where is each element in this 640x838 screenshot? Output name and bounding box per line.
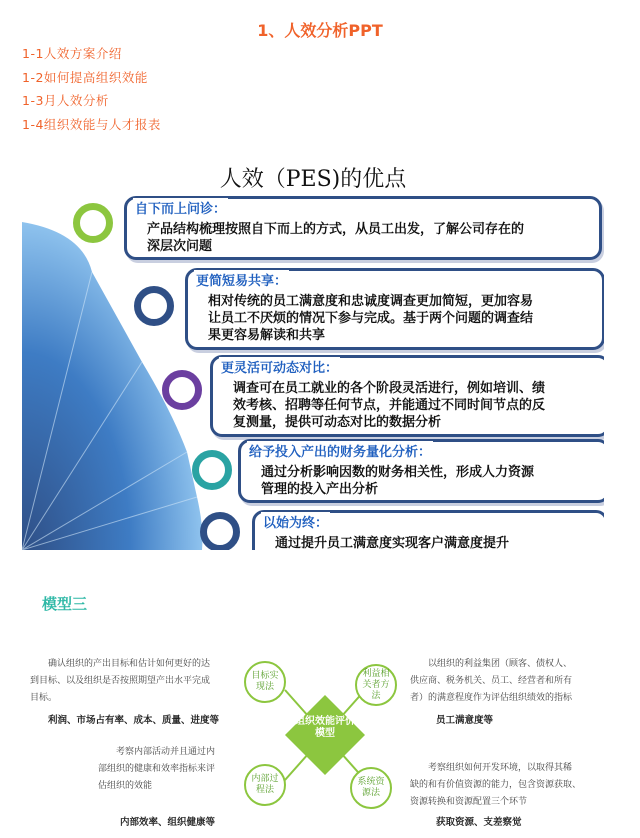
method-circle: 系统资源法 [350,767,392,809]
toc-item[interactable]: 1-4组织效能与人才报表 [22,116,161,132]
advantage-text: 调查可在员工就业的各个阶段灵活进行，例如培训、绩 效考核、招聘等任何节点，并能通过不同时间节点的反 复测量，提供可动态对比的数据分析 [233,381,546,430]
method-circle: 目标实现法 [244,661,286,703]
page-title: 1、人效分析PPT [257,21,383,40]
advantage-box [124,196,602,260]
advantage-box [210,355,604,437]
ring-icon [73,203,113,243]
slide-title: 人效（PES)的优点 [219,167,407,192]
method-circle: 利益相关者方法 [355,664,397,706]
ring-icon [200,512,240,550]
advantage-box [252,510,604,550]
ring-icon [162,370,202,410]
advantage-heading: 给予投入产出的财务量化分析： [247,441,433,460]
toc-item[interactable]: 1-3月人效分析 [22,93,109,108]
paragraph-top-right: 以组织的利益集团（顾客、债权人、 供应商、税务机关、员工、经营者和所有 者）的满意程度作为评估组织绩效的指标 [410,659,573,703]
model-title: 模型三 [42,595,88,613]
method-circle: 内部过程法 [244,764,286,806]
advantage-box [238,439,604,503]
paragraph-bottom-left: 考察内部活动并且通过内 部组织的健康和效率指标来评 估组织的效能 [98,747,216,791]
paragraph-top-left: 确认组织的产出目标和估计如何更好的达 到目标、以及组织是否按照期望产出水平完成 目标。 [30,659,211,703]
toc-list [22,42,161,136]
ring-icon [134,286,174,326]
paragraph-bold: 利润、市场占有率、成本、质量、进度等 [48,715,220,726]
center-label: 组织效能评价模型 [295,716,355,739]
advantage-heading: 自下而上问诊： [133,198,228,217]
advantage-text: 相对传统的员工满意度和忠诚度调查更加简短，更加容易 让员工不厌烦的情况下参与完成。基于两个问题的调查结 果更容易解读和共享 [208,294,534,343]
advantage-text: 产品结构梳理按照自下而上的方式，从员工出发，了解公司存在的 深层次问题 [147,222,525,254]
advantage-text: 通过提升员工满意度实现客户满意度提升 [275,536,510,550]
advantage-text: 通过分析影响因数的财务相关性，形成人力资源 管理的投入产出分析 [261,465,535,497]
paragraph-bold: 内部效率、组织健康等 [120,817,216,828]
pes-advantages-slide [22,152,604,550]
paragraph-bottom-right: 考察组织如何开发环境，以取得其稀 缺的和有价值资源的能力，包含资源获取、 资源转换和资源配置三个环节 [410,763,582,807]
advantage-box [185,268,604,350]
advantage-heading: 更灵活可动态对比： [219,357,340,376]
toc-item[interactable]: 1-1人效方案介绍 [22,46,122,61]
ring-icon [192,450,232,490]
toc-item[interactable]: 1-2如何提高组织效能 [22,69,148,85]
advantage-heading: 以始为终： [261,512,330,531]
advantage-heading: 更简短易共享： [194,270,289,289]
paragraph-bold: 员工满意度等 [436,715,494,726]
paragraph-bold: 获取资源、支差察觉 [436,817,522,828]
